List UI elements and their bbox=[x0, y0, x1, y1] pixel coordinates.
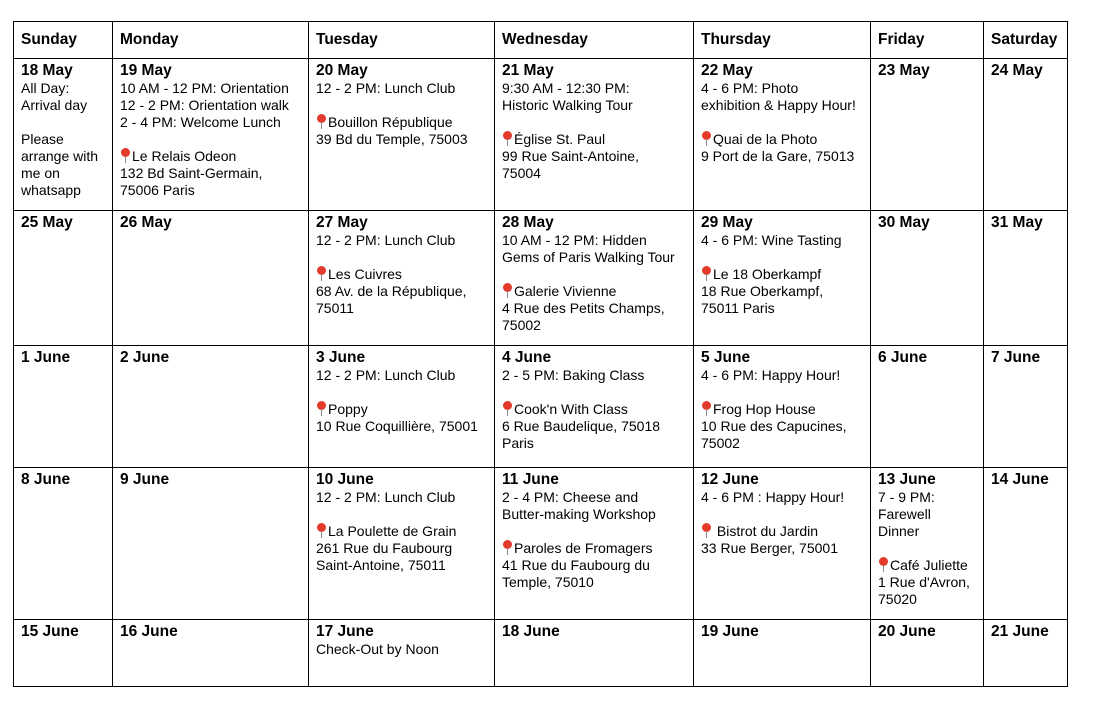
location-address-line: 99 Rue Saint-Antoine, bbox=[502, 148, 639, 164]
header-sunday: Sunday bbox=[14, 22, 113, 59]
location-address-line: 41 Rue du Faubourg du bbox=[502, 557, 650, 573]
day-date: 7 June bbox=[991, 349, 1041, 366]
map-pin-icon bbox=[316, 523, 327, 538]
map-pin-icon bbox=[701, 266, 712, 281]
weekday-header-row bbox=[14, 22, 1068, 59]
day-cell bbox=[984, 468, 1068, 620]
location-address-line: 6 Rue Baudelique, 75018 bbox=[502, 418, 661, 434]
day-cell bbox=[871, 468, 984, 620]
day-date: 11 June bbox=[502, 471, 559, 488]
location-name: Poppy bbox=[328, 401, 368, 417]
location-line bbox=[701, 131, 863, 148]
day-cell bbox=[871, 346, 984, 468]
event-line: Check-Out by Noon bbox=[316, 641, 439, 657]
day-cell bbox=[495, 620, 694, 687]
location-address-line: 132 Bd Saint-Germain, bbox=[120, 165, 263, 181]
day-date: 25 May bbox=[21, 214, 73, 231]
day-cell bbox=[495, 346, 694, 468]
line-gap bbox=[502, 114, 686, 131]
day-cell bbox=[495, 211, 694, 346]
day-cell bbox=[984, 346, 1068, 468]
day-cell bbox=[14, 211, 113, 346]
map-pin-icon bbox=[502, 131, 513, 146]
location-line bbox=[502, 131, 686, 148]
week-row bbox=[14, 59, 1068, 211]
day-date: 18 May bbox=[21, 62, 73, 79]
location-address-line: 68 Av. de la République, bbox=[316, 283, 467, 299]
location-line bbox=[120, 148, 301, 165]
day-cell bbox=[14, 468, 113, 620]
event-line: me on bbox=[21, 165, 60, 181]
day-date: 15 June bbox=[21, 623, 79, 640]
location-name: Bistrot du Jardin bbox=[713, 523, 819, 539]
header-wednesday: Wednesday bbox=[495, 22, 694, 59]
event-line: whatsapp bbox=[21, 182, 81, 198]
location-address-line: Temple, 75010 bbox=[502, 574, 594, 590]
location-name: Paroles de Fromagers bbox=[514, 540, 653, 556]
line-gap bbox=[701, 249, 863, 266]
event-line: Dinner bbox=[878, 523, 920, 539]
day-date: 20 May bbox=[316, 62, 368, 79]
location-address-line: Paris bbox=[502, 435, 534, 451]
day-cell bbox=[694, 468, 871, 620]
day-cell bbox=[113, 346, 309, 468]
day-date: 10 June bbox=[316, 471, 374, 488]
day-cell bbox=[309, 59, 495, 211]
map-pin-icon bbox=[502, 401, 513, 416]
line-gap bbox=[316, 97, 487, 114]
event-line: 4 - 6 PM: Wine Tasting bbox=[701, 232, 842, 248]
day-cell bbox=[113, 468, 309, 620]
header-saturday: Saturday bbox=[984, 22, 1068, 59]
week-row bbox=[14, 620, 1068, 687]
event-line: 12 - 2 PM: Lunch Club bbox=[316, 80, 456, 96]
location-address-line: 33 Rue Berger, 75001 bbox=[701, 540, 838, 556]
day-date: 21 June bbox=[991, 623, 1049, 640]
day-cell bbox=[309, 468, 495, 620]
event-line: 4 - 6 PM : Happy Hour! bbox=[701, 489, 845, 505]
location-address-line: 75004 bbox=[502, 165, 541, 181]
day-cell bbox=[984, 620, 1068, 687]
day-date: 16 June bbox=[120, 623, 178, 640]
day-date: 12 June bbox=[701, 471, 759, 488]
day-cell bbox=[871, 211, 984, 346]
header-thursday: Thursday bbox=[694, 22, 871, 59]
line-gap bbox=[502, 384, 686, 401]
day-date: 21 May bbox=[502, 62, 554, 79]
event-line: 10 AM - 12 PM: Hidden bbox=[502, 232, 647, 248]
day-date: 17 June bbox=[316, 623, 374, 640]
line-gap bbox=[701, 506, 863, 523]
day-cell bbox=[694, 620, 871, 687]
day-date: 14 June bbox=[991, 471, 1049, 488]
location-address-line: 75011 Paris bbox=[701, 300, 775, 316]
event-line: 2 - 5 PM: Baking Class bbox=[502, 367, 645, 383]
location-name: La Poulette de Grain bbox=[328, 523, 457, 539]
day-cell bbox=[495, 59, 694, 211]
location-line bbox=[502, 401, 686, 418]
location-name: Café Juliette bbox=[890, 557, 968, 573]
location-name: Cook'n With Class bbox=[514, 401, 628, 417]
event-line: arrange with bbox=[21, 148, 99, 164]
location-address-line: 10 Rue Coquillière, 75001 bbox=[316, 418, 478, 434]
day-date: 20 June bbox=[878, 623, 936, 640]
day-date: 5 June bbox=[701, 349, 751, 366]
day-cell bbox=[694, 211, 871, 346]
day-date: 2 June bbox=[120, 349, 170, 366]
line-gap bbox=[120, 131, 301, 148]
day-date: 26 May bbox=[120, 214, 172, 231]
location-address-line: 10 Rue des Capucines, bbox=[701, 418, 847, 434]
line-gap bbox=[316, 249, 487, 266]
day-cell bbox=[113, 59, 309, 211]
location-line bbox=[316, 266, 487, 283]
week-row bbox=[14, 468, 1068, 620]
day-date: 1 June bbox=[21, 349, 71, 366]
location-line bbox=[316, 401, 487, 418]
event-line: Please bbox=[21, 131, 64, 147]
day-date: 22 May bbox=[701, 62, 753, 79]
event-line: Historic Walking Tour bbox=[502, 97, 633, 113]
event-line: 7 - 9 PM: bbox=[878, 489, 935, 505]
day-date: 23 May bbox=[878, 62, 930, 79]
location-line bbox=[878, 557, 976, 574]
location-line bbox=[701, 523, 863, 540]
event-line: 10 AM - 12 PM: Orientation bbox=[120, 80, 289, 96]
event-line: All Day: bbox=[21, 80, 70, 96]
day-date: 6 June bbox=[878, 349, 928, 366]
day-cell bbox=[694, 59, 871, 211]
location-address-line: 18 Rue Oberkampf, bbox=[701, 283, 824, 299]
day-date: 3 June bbox=[316, 349, 366, 366]
header-tuesday: Tuesday bbox=[309, 22, 495, 59]
map-pin-icon bbox=[502, 540, 513, 555]
day-cell bbox=[309, 346, 495, 468]
event-line: 9:30 AM - 12:30 PM: bbox=[502, 80, 630, 96]
location-address-line: 261 Rue du Faubourg bbox=[316, 540, 453, 556]
event-line: 12 - 2 PM: Lunch Club bbox=[316, 367, 456, 383]
header-friday: Friday bbox=[871, 22, 984, 59]
event-line: Butter-making Workshop bbox=[502, 506, 656, 522]
location-name: Galerie Vivienne bbox=[514, 283, 617, 299]
line-gap bbox=[502, 266, 686, 283]
location-address-line: 75020 bbox=[878, 591, 917, 607]
day-date: 27 May bbox=[316, 214, 368, 231]
week-row bbox=[14, 211, 1068, 346]
map-pin-icon bbox=[316, 114, 327, 129]
day-cell bbox=[14, 59, 113, 211]
location-line bbox=[316, 114, 487, 131]
line-gap bbox=[21, 114, 105, 131]
week-row bbox=[14, 346, 1068, 468]
day-date: 9 June bbox=[120, 471, 170, 488]
event-line: 12 - 2 PM: Orientation walk bbox=[120, 97, 289, 113]
day-date: 19 May bbox=[120, 62, 172, 79]
line-gap bbox=[701, 384, 863, 401]
location-name: Frog Hop House bbox=[713, 401, 816, 417]
day-date: 4 June bbox=[502, 349, 552, 366]
location-address-line: 39 Bd du Temple, 75003 bbox=[316, 131, 468, 147]
day-cell bbox=[309, 211, 495, 346]
event-line: 4 - 6 PM: Photo bbox=[701, 80, 799, 96]
location-name: Le Relais Odeon bbox=[132, 148, 237, 164]
line-gap bbox=[316, 384, 487, 401]
day-date: 13 June bbox=[878, 471, 936, 488]
day-date: 30 May bbox=[878, 214, 930, 231]
map-pin-icon bbox=[316, 266, 327, 281]
location-address-line: 4 Rue des Petits Champs, bbox=[502, 300, 665, 316]
day-cell bbox=[309, 620, 495, 687]
day-cell bbox=[984, 211, 1068, 346]
location-name: Église St. Paul bbox=[514, 131, 606, 147]
event-line: 2 - 4 PM: Welcome Lunch bbox=[120, 114, 281, 130]
map-pin-icon bbox=[701, 401, 712, 416]
location-line bbox=[502, 540, 686, 557]
event-line: exhibition & Happy Hour! bbox=[701, 97, 856, 113]
location-address-line: 75002 bbox=[701, 435, 740, 451]
day-date: 31 May bbox=[991, 214, 1043, 231]
day-date: 29 May bbox=[701, 214, 753, 231]
location-address-line: 75002 bbox=[502, 317, 541, 333]
event-line: Gems of Paris Walking Tour bbox=[502, 249, 675, 265]
line-gap bbox=[701, 114, 863, 131]
location-address-line: 75011 bbox=[316, 300, 354, 316]
day-date: 19 June bbox=[701, 623, 759, 640]
location-address-line: 75006 Paris bbox=[120, 182, 195, 198]
location-line bbox=[316, 523, 487, 540]
day-date: 24 May bbox=[991, 62, 1043, 79]
location-address-line: Saint-Antoine, 75011 bbox=[316, 557, 446, 573]
line-gap bbox=[316, 506, 487, 523]
map-pin-icon bbox=[316, 401, 327, 416]
day-cell bbox=[984, 59, 1068, 211]
line-gap bbox=[878, 540, 976, 557]
header-monday: Monday bbox=[113, 22, 309, 59]
location-line bbox=[502, 283, 686, 300]
map-pin-icon bbox=[502, 283, 513, 298]
location-name: Bouillon République bbox=[328, 114, 453, 130]
day-cell bbox=[871, 59, 984, 211]
day-cell bbox=[14, 620, 113, 687]
day-cell bbox=[871, 620, 984, 687]
day-cell bbox=[694, 346, 871, 468]
event-line: Farewell bbox=[878, 506, 931, 522]
map-pin-icon bbox=[120, 148, 131, 163]
location-name: Quai de la Photo bbox=[713, 131, 818, 147]
map-pin-icon bbox=[701, 131, 712, 146]
day-cell bbox=[14, 346, 113, 468]
event-line: 2 - 4 PM: Cheese and bbox=[502, 489, 639, 505]
location-address-line: 1 Rue d'Avron, bbox=[878, 574, 970, 590]
map-pin-icon bbox=[701, 523, 712, 538]
event-line: 12 - 2 PM: Lunch Club bbox=[316, 232, 456, 248]
day-date: 18 June bbox=[502, 623, 560, 640]
calendar-body bbox=[14, 59, 1068, 687]
day-cell bbox=[113, 211, 309, 346]
location-name: Les Cuivres bbox=[328, 266, 402, 282]
event-line: Arrival day bbox=[21, 97, 88, 113]
location-line bbox=[701, 266, 863, 283]
day-date: 8 June bbox=[21, 471, 71, 488]
map-pin-icon bbox=[878, 557, 889, 572]
event-line: 12 - 2 PM: Lunch Club bbox=[316, 489, 456, 505]
calendar-table bbox=[13, 21, 1068, 687]
location-name: Le 18 Oberkampf bbox=[713, 266, 822, 282]
event-line: 4 - 6 PM: Happy Hour! bbox=[701, 367, 841, 383]
location-address-line: 9 Port de la Gare, 75013 bbox=[701, 148, 855, 164]
location-line bbox=[701, 401, 863, 418]
day-date: 28 May bbox=[502, 214, 554, 231]
line-gap bbox=[502, 523, 686, 540]
day-cell bbox=[113, 620, 309, 687]
day-cell bbox=[495, 468, 694, 620]
